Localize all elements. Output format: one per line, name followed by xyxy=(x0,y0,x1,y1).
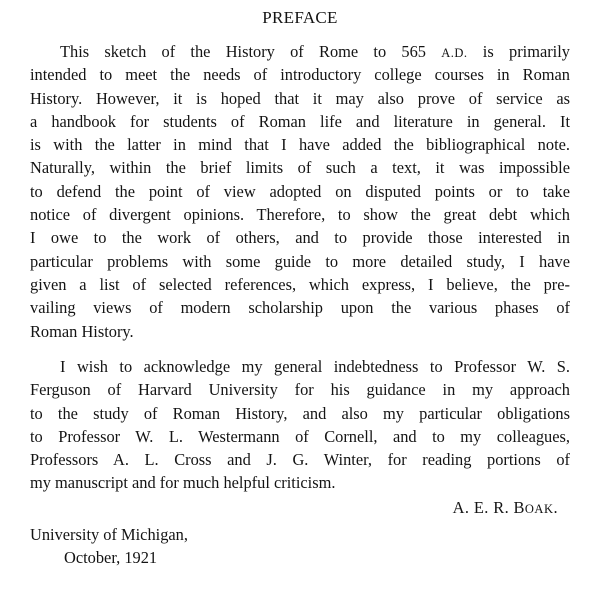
paragraph-line: This sketch of the History of Rome to 565 A.D. is primarily xyxy=(60,42,570,61)
paragraph-line: to defend the point of view adopted on disputed points or to take xyxy=(30,181,570,201)
paragraph-line: History. However, it is hoped that it may also prove of service as xyxy=(30,88,570,108)
paragraph-line: my manuscript and for much helpful criticism. xyxy=(30,473,336,493)
paragraph-line: I wish to acknowledge my general indebtedness to Professor W. S. xyxy=(60,357,570,376)
era-abbreviation: A.D. xyxy=(441,46,468,60)
paragraph-line: notice of divergent opinions. Therefore, to show the great debt which xyxy=(30,205,570,225)
paragraph-2 xyxy=(30,355,570,495)
paragraph-line: to Professor W. L. Westermann of Cornell, and to my colleagues, xyxy=(30,426,570,446)
paragraph-line: Professors A. L. Cross and J. G. Winter, for reading portions of xyxy=(30,450,570,470)
paragraph-line: a handbook for students of Roman life and literature in general. It xyxy=(30,111,570,131)
paragraph-line: intended to meet the needs of introductory college courses in Roman xyxy=(30,65,570,85)
paragraph-line: is with the latter in mind that I have added the bibliographical note. xyxy=(30,135,570,155)
paragraph-line: to the study of Roman History, and also my particular obligations xyxy=(30,403,570,423)
page-title: PREFACE xyxy=(262,8,338,27)
paragraph-line: Naturally, within the brief limits of such a text, it was impossible xyxy=(30,158,570,178)
date-line: October, 1921 xyxy=(64,548,158,567)
place-line: University of Michigan, xyxy=(30,525,188,544)
paragraph-1 xyxy=(30,40,570,343)
paragraph-line: vailing views of modern scholarship upon the various phases of xyxy=(30,298,570,318)
paragraph-line: Roman History. xyxy=(30,321,134,341)
paragraph-line: I owe to the work of others, and to provide those interested in xyxy=(30,228,570,248)
paragraph-line: given a list of selected references, which express, I believe, the pre- xyxy=(30,274,570,294)
author-signature: A. E. R. BOAK. xyxy=(452,498,558,517)
paragraph-line: Ferguson of Harvard University for his guidance in my approach xyxy=(30,380,570,400)
paragraph-line: particular problems with some guide to more detailed study, I have xyxy=(30,251,570,271)
